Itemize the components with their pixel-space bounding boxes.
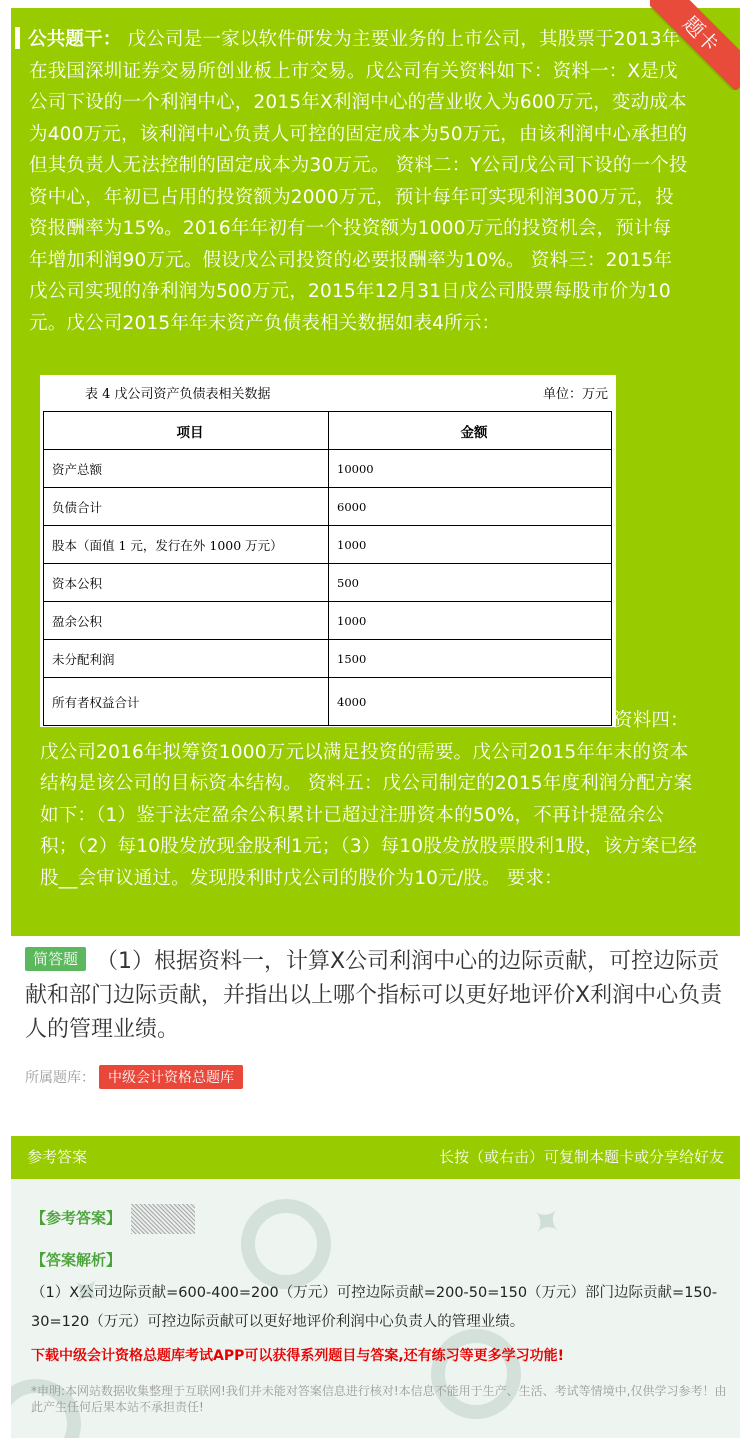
table-cell-item: 盈余公积 — [44, 602, 329, 640]
stem-text-continued — [40, 705, 700, 894]
question-type-tag: 简答题 — [25, 947, 86, 971]
table-cell-item: 所有者权益合计 — [44, 678, 329, 726]
table-cell-amount: 4000 — [329, 678, 612, 726]
table-cell-amount: 1500 — [329, 640, 612, 678]
balance-sheet-image — [40, 375, 616, 727]
question-area — [25, 945, 725, 1047]
table-header-item: 项目 — [44, 412, 329, 450]
bank-row — [25, 1065, 243, 1089]
answer-header — [11, 1136, 740, 1179]
analysis-title: 【答案解析】 — [31, 1251, 122, 1269]
table-caption-title: 表 4 戊公司资产负债表相关数据 — [85, 387, 271, 402]
watermark-text-icon: ✦ — [519, 1194, 577, 1250]
stem-bar-marker — [15, 27, 20, 49]
table-cell-amount: 500 — [329, 564, 612, 602]
table-cell-item: 未分配利润 — [44, 640, 329, 678]
table-caption — [40, 383, 612, 401]
table-row — [44, 602, 612, 640]
answer-header-title: 参考答案 — [27, 1148, 88, 1166]
balance-sheet-table — [43, 411, 612, 726]
table-cell-amount: 1000 — [329, 602, 612, 640]
ribbon-label: 题卡 — [650, 0, 740, 90]
table-cell-amount: 10000 — [329, 450, 612, 488]
table-cell-amount: 1000 — [329, 526, 612, 564]
table-unit: 单位：万元 — [542, 387, 608, 402]
app-promo-link[interactable]: 下载中级会计资格总题库考试APP可以获得系列题目与答案,还有练习等更多学习功能! — [31, 1348, 565, 1364]
table-cell-item: 负债合计 — [44, 488, 329, 526]
ref-answer-title: 【参考答案】 — [31, 1209, 122, 1227]
stem-text: 戊公司是一家以软件研发为主要业务的上市公司，其股票于2013年在我国深圳证券交易所创业板上市交易。戊公司有关资料如下：资料一：X是戊公司下设的一个利润中心，2015年X利润中心的营业收入为600万元，变动成本为400万元，该利润中心负责人可控的固定成本为50万元，由该利润中心承担的但其负责人无法控制的固定成本为30万元。 资料二：Y公司戊公司下设的一个投资中心，年初已占用的投资额为2000万元，预计每年可实现利润300万元，投资报酬率为15%。2016年年初有一个投资额为1000万元的投资机会，预计每年增加利润90万元。假设戊公司投资的必要报酬率为10%。 资料三：2015年戊公司实现的净利润为500万元，2015年12月31日戊公司股票每股市价为10元。戊公司2015年年末资产负债表相关数据如表4所示： — [29, 29, 688, 334]
table-header-amount: 金额 — [329, 412, 612, 450]
bank-link[interactable]: 中级会计资格总题库 — [99, 1065, 243, 1089]
analysis-text: （1）X公司边际贡献=600-400=200（万元）可控边际贡献=200-50=150（万元）部门边际贡献=150-30=120（万元）可控边际贡献可以更好地评价利润中心负责人的管理业绩。 — [31, 1285, 718, 1330]
table-cell-item: 资产总额 — [44, 450, 329, 488]
stem-after-table: 资料四：戊公司2016年拟筹资1000万元以满足投资的需要。戊公司2015年年末的资本结构是该公司的目标资本结构。 资料五：戊公司制定的2015年度利润分配方案如下：（1）鉴于法定盈余公积累计已超过注册资本的50%，不再计提盈余公积；（2）每10股发放现金股利1元；（3）每10股发放股票股利1股，该方案已经股__会审议通过。发现股利时戊公司的股价为10元/股。 要求： — [40, 710, 697, 889]
disclaimer-text: *申明:本网站数据收集整理于互联网!我们并未能对答案信息进行核对!本信息不能用于生产、生活、考试等情境中,仅供学习参考！由此产生任何后果本站不承担责任! — [31, 1384, 727, 1414]
answer-body — [11, 1179, 740, 1438]
table-cell-item: 资本公积 — [44, 564, 329, 602]
bank-label: 所属题库： — [25, 1070, 95, 1086]
ref-answer-image — [131, 1204, 195, 1234]
table-row — [44, 640, 612, 678]
question-text: （1）根据资料一，计算X公司利润中心的边际贡献，可控边际贡献和部门边际贡献，并指出以上哪个指标可以更好地评价X利润中心负责人的管理业绩。 — [25, 949, 723, 1042]
table-cell-item: 股本（面值 1 元，发行在外 1000 万元） — [44, 526, 329, 564]
stem-lead: 公共题干： — [28, 29, 122, 50]
table-header-row — [44, 412, 612, 450]
ribbon-corner — [650, 0, 740, 90]
question-text-block — [25, 945, 725, 1047]
table-row — [44, 450, 612, 488]
question-stem-card — [11, 8, 740, 936]
watermark-logo-icon — [241, 1199, 331, 1289]
table-row — [44, 526, 612, 564]
table-row — [44, 564, 612, 602]
table-cell-amount: 6000 — [329, 488, 612, 526]
answer-header-hint: 长按（或右击）可复制本题卡或分享给好友 — [438, 1148, 724, 1166]
table-row — [44, 488, 612, 526]
stem-text-block — [29, 24, 689, 339]
watermark-text-icon: ✦ — [59, 1264, 117, 1320]
